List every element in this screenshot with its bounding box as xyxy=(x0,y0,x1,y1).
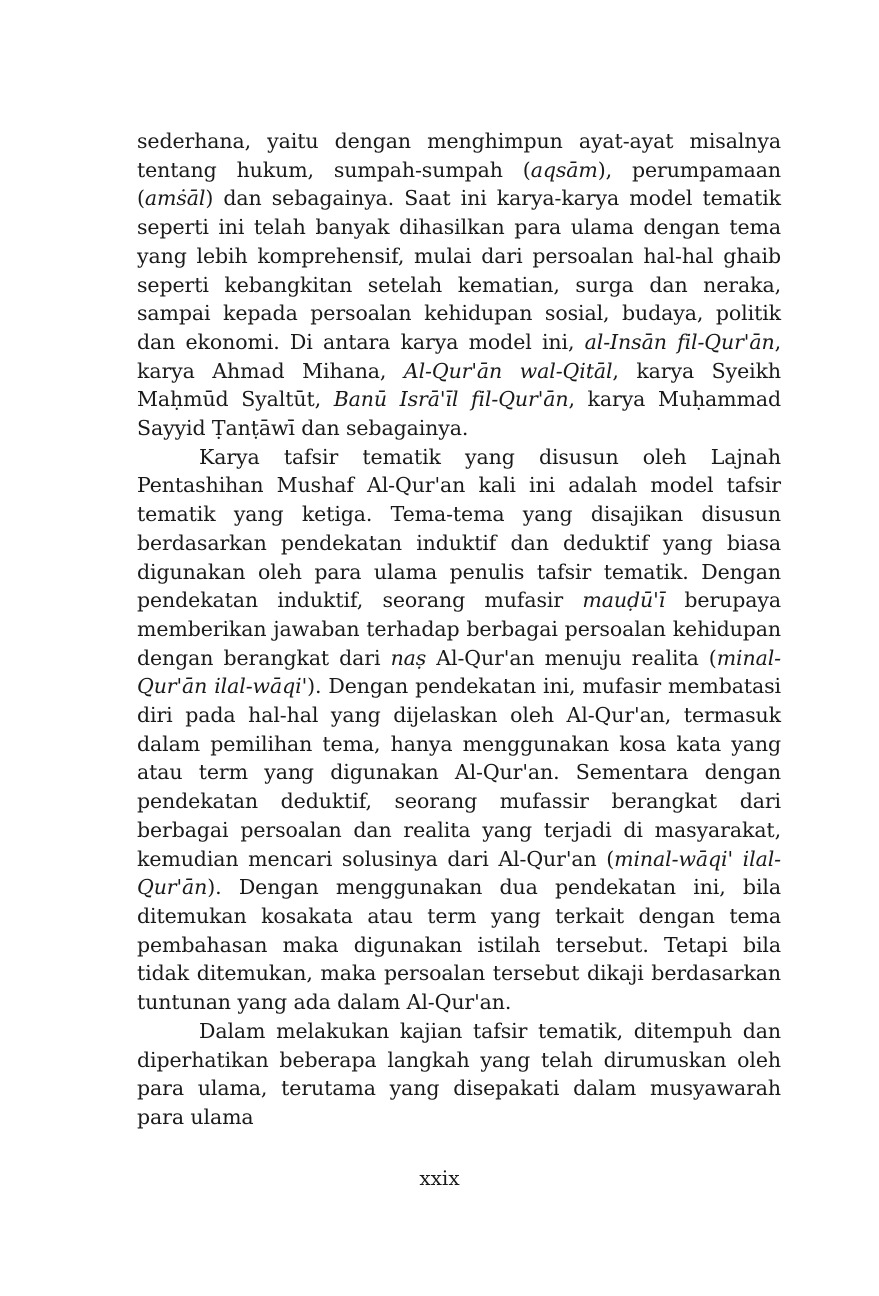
page-number: xxix xyxy=(419,1166,460,1190)
body-text xyxy=(137,127,781,1132)
text-run: berupaya memberikan jawaban terhadap berbagai persoalan kehidupan dengan berangkat dari xyxy=(137,588,781,670)
italic-term: naṣ xyxy=(390,645,427,670)
paragraph xyxy=(137,443,781,1017)
italic-term: minal-Qur'ān ilal-wāqi' xyxy=(137,645,781,699)
text-run: ), perumpamaan ( xyxy=(137,157,781,211)
text-run: Karya tafsir tematik yang disusun oleh Lajnah Pentashihan Mushaf Al-Qur'an kali ini adalah model tafsir tematik yang ketiga. Tema-tema yang disajikan disusun berdasarkan pendekatan induktif dan deduktif yang biasa digunakan oleh para ulama penulis tafsir tematik. Dengan pendekatan induktif, seorang mufasir xyxy=(137,444,781,613)
text-run: Dalam melakukan kajian tafsir tematik, ditempuh dan diperhatikan beberapa langkah yang telah dirumuskan oleh para ulama, terutama yang disepakati dalam musyawarah para ulama xyxy=(137,1018,781,1129)
paragraph xyxy=(137,1017,781,1132)
italic-term: Al-Qur'ān wal-Qitāl xyxy=(403,358,613,383)
text-run: , karya Ahmad Mihana, xyxy=(137,329,781,383)
text-run: Al-Qur'an menuju realita ( xyxy=(426,645,717,670)
text-run: ) dan sebagainya. Saat ini karya-karya model tematik seperti ini telah banyak dihasilkan para ulama dengan tema yang lebih komprehensif, mulai dari persoalan hal-hal ghaib seperti kebangkitan setelah kematian, surga dan neraka, sampai kepada persoalan kehidupan sosial, budaya, politik dan ekonomi. Di antara karya model ini, xyxy=(137,186,781,354)
italic-term: al-Insān fil-Qur'ān xyxy=(584,329,775,354)
italic-term: aqsām xyxy=(530,157,598,182)
italic-term: Banū Isrā'īl fil-Qur'ān xyxy=(333,387,569,412)
text-run: sederhana, yaitu dengan menghimpun ayat-ayat misalnya tentang hukum, sumpah-sumpah ( xyxy=(137,129,781,182)
text-run: , karya Syeikh Maḥmūd Syaltūt, xyxy=(137,358,781,412)
italic-term: mauḍū'ī xyxy=(582,588,666,613)
paragraph xyxy=(137,127,781,443)
text-run: , karya Muḥammad Sayyid Ṭanṭāwī dan sebagainya. xyxy=(137,387,781,441)
text-run: ). Dengan pendekatan ini, mufasir membatasi diri pada hal-hal yang dijelaskan oleh Al-Qur'an, termasuk dalam pemilihan tema, hanya menggunakan kosa kata yang atau term yang digunakan Al-Qur'an. Sementara dengan pendekatan deduktif, seorang mufassir berangkat dari berbagai persoalan dan realita yang terjadi di masyarakat, kemudian mencari solusinya dari Al-Qur'an ( xyxy=(137,674,781,871)
italic-term: amṡāl xyxy=(144,186,206,211)
italic-term: minal-wāqi' ilal-Qur'ān xyxy=(137,846,781,900)
text-run: ). Dengan menggunakan dua pendekatan ini, bila ditemukan kosakata atau term yang terkait dengan tema pembahasan maka digunakan istilah tersebut. Tetapi bila tidak ditemukan, maka persoalan tersebut dikaji berdasarkan tuntunan yang ada dalam Al-Qur'an. xyxy=(137,875,781,1015)
